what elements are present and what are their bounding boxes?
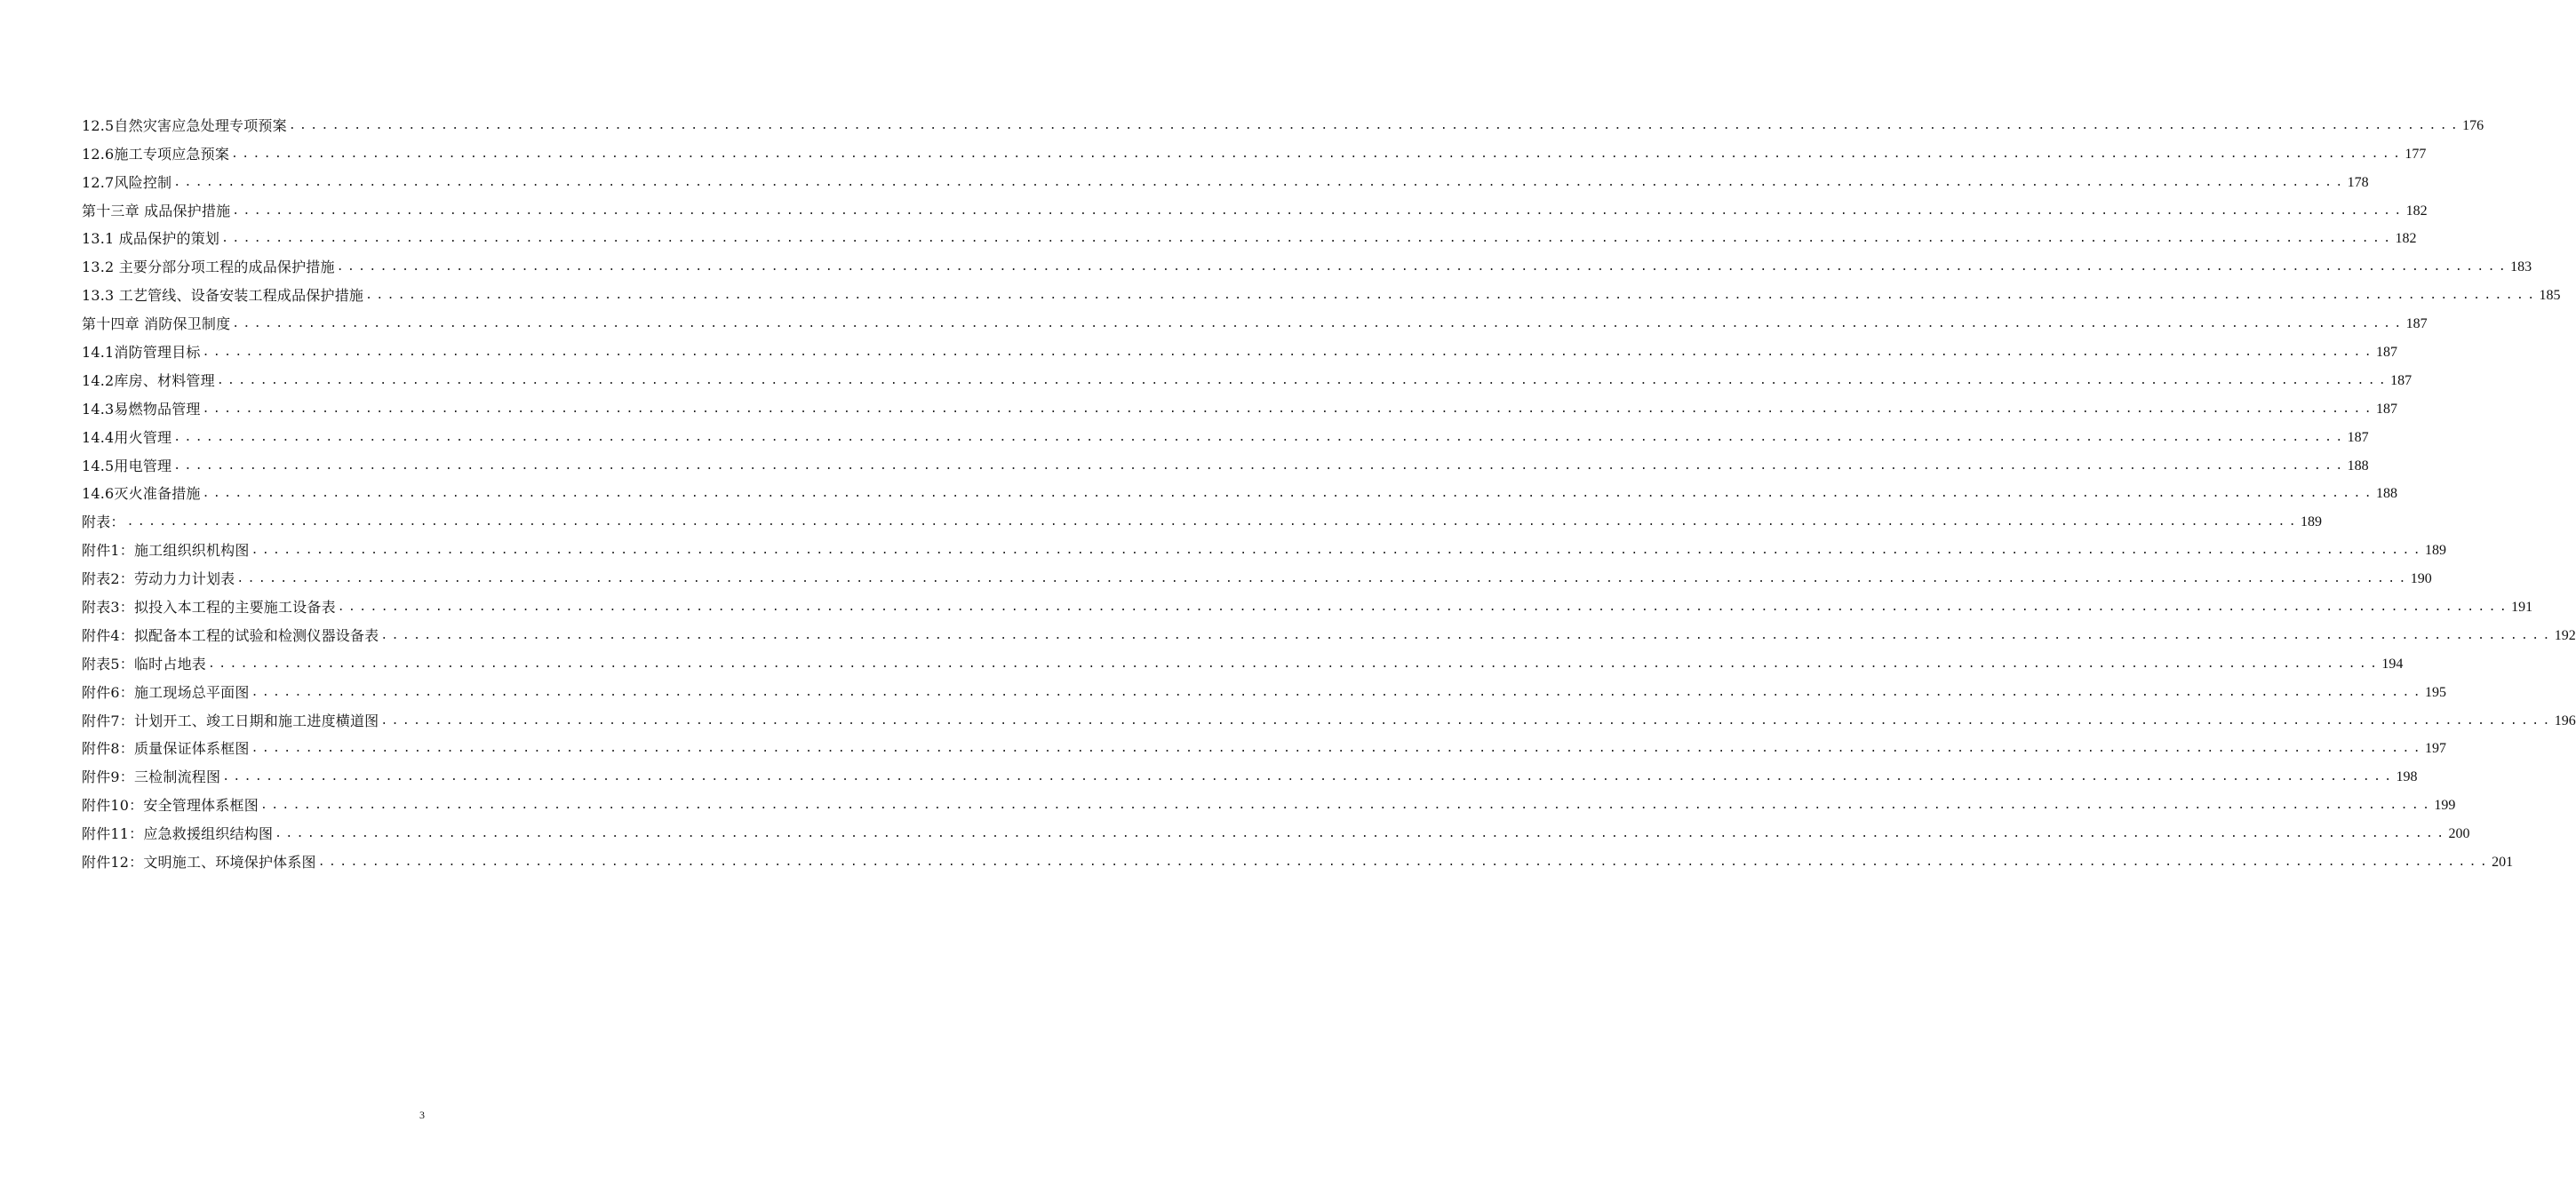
toc-entry-page: 176 [2462, 117, 2484, 133]
toc-entry-page: 188 [2347, 458, 2369, 474]
toc-entry[interactable] [82, 447, 2369, 475]
toc-entry-title: 附件9：三检制流程图 [82, 768, 221, 786]
toc-dot-leader: ........................................................................................................................................................................................................ [207, 657, 2381, 671]
toc-entry-title: 12.5自然灾害应急处理专项预案 [82, 116, 287, 134]
toc-entry[interactable] [82, 418, 2369, 447]
toc-entry[interactable] [82, 730, 2446, 759]
toc-entry[interactable] [82, 645, 2404, 673]
toc-entry-page: 185 [2539, 288, 2561, 304]
toc-entry[interactable] [82, 220, 2417, 249]
toc-dot-leader: ........................................................................................................................................................................................................ [380, 713, 2554, 728]
toc-entry-title: 14.4用火管理 [82, 428, 172, 446]
toc-entry-title: 附件1：施工组织织机构图 [82, 542, 250, 560]
toc-entry-title: 附表： [82, 513, 125, 531]
toc-dot-leader: ........................................................................................................................................................................................................ [173, 430, 2347, 444]
toc-entry[interactable] [82, 163, 2369, 192]
toc-dot-leader: ........................................................................................................................................................................................................ [202, 402, 2375, 416]
toc-entry[interactable] [82, 702, 2576, 730]
toc-entry-title: 附表3：拟投入本工程的主要施工设备表 [82, 599, 336, 617]
toc-dot-leader: ........................................................................................................................................................................................................ [202, 487, 2375, 501]
toc-dot-leader: ........................................................................................................................................................................................................ [173, 458, 2347, 473]
toc-entry-title: 附件12：文明施工、环境保护体系图 [82, 854, 316, 872]
toc-dot-leader: ........................................................................................................................................................................................................ [251, 685, 2424, 699]
toc-entry[interactable] [82, 843, 2514, 872]
toc-entry-title: 附件10：安全管理体系框图 [82, 797, 259, 815]
toc-entry-page: 177 [2405, 146, 2427, 162]
toc-dot-leader: ........................................................................................................................................................................................................ [232, 203, 2405, 218]
toc-entry-page: 199 [2434, 798, 2456, 814]
toc-entry[interactable] [82, 107, 2484, 135]
toc-entry-page: 187 [2375, 401, 2397, 417]
toc-entry-title: 附件4：拟配备本工程的试验和检测仪器设备表 [82, 626, 379, 644]
toc-entry[interactable] [82, 617, 2576, 645]
toc-entry-title: 附件11：应急救援组织结构图 [82, 825, 274, 843]
toc-dot-leader: ........................................................................................................................................................................................................ [173, 175, 2347, 189]
toc-entry-page: 187 [2390, 372, 2413, 388]
toc-dot-leader: ........................................................................................................................................................................................................ [337, 601, 2511, 615]
toc-entry-page: 182 [2405, 203, 2428, 219]
toc-entry[interactable] [82, 333, 2397, 362]
toc-dot-leader: ........................................................................................................................................................................................................ [221, 232, 2395, 246]
toc-entry-title: 14.5用电管理 [82, 457, 172, 474]
toc-dot-leader: ........................................................................................................................................................................................................ [275, 827, 2448, 841]
toc-entry-page: 187 [2405, 316, 2428, 332]
toc-dot-leader: ........................................................................................................................................................................................................ [380, 628, 2554, 642]
toc-entry-title: 14.6灭火准备措施 [82, 485, 201, 503]
toc-entry[interactable] [82, 786, 2456, 815]
toc-entry-page: 190 [2410, 571, 2432, 587]
toc-entry-page: 188 [2375, 486, 2397, 502]
toc-entry[interactable] [82, 135, 2427, 163]
toc-entry-title: 12.6施工专项应急预案 [82, 145, 230, 163]
toc-dot-leader: ........................................................................................................................................................................................................ [222, 770, 2396, 784]
toc-entry[interactable] [82, 503, 2322, 531]
toc-dot-leader: ........................................................................................................................................................................................................ [365, 289, 2539, 303]
toc-entry-title: 14.1消防管理目标 [82, 344, 201, 362]
toc-dot-leader: ........................................................................................................................................................................................................ [251, 742, 2424, 756]
toc-entry-title: 第十四章 消防保卫制度 [82, 315, 231, 333]
page-number: 3 [419, 1109, 425, 1121]
toc-dot-leader: ........................................................................................................................................................................................................ [336, 260, 2510, 275]
toc-dot-leader: ........................................................................................................................................................................................................ [202, 346, 2375, 360]
toc-entry-title: 13.3 工艺管线、设备安装工程成品保护措施 [82, 287, 364, 305]
toc-entry-title: 13.2 主要分部分项工程的成品保护措施 [82, 259, 335, 276]
toc-entry-page: 189 [2300, 514, 2322, 530]
toc-entry[interactable] [82, 673, 2446, 702]
toc-entry-page: 182 [2395, 231, 2417, 247]
toc-entry-title: 13.1 成品保护的策划 [82, 230, 220, 248]
toc-entry[interactable] [82, 192, 2428, 220]
toc-entry-page: 178 [2347, 174, 2369, 190]
toc-entry-title: 12.7风险控制 [82, 173, 172, 191]
toc-dot-leader: ........................................................................................................................................................................................................ [232, 317, 2405, 331]
toc-entry[interactable] [82, 305, 2428, 333]
toc-entry-title: 附件8：质量保证体系框图 [82, 740, 250, 758]
toc-entry-page: 191 [2511, 600, 2533, 616]
toc-entry[interactable] [82, 588, 2533, 617]
table-of-contents [82, 107, 2576, 872]
toc-entry-page: 197 [2424, 741, 2446, 757]
toc-entry-title: 14.2库房、材料管理 [82, 371, 215, 389]
toc-entry-title: 附表2：劳动力力计划表 [82, 570, 235, 588]
toc-entry-page: 200 [2448, 826, 2470, 842]
toc-entry[interactable] [82, 815, 2470, 843]
toc-dot-leader: ........................................................................................................................................................................................................ [216, 373, 2390, 387]
toc-entry-page: 187 [2347, 429, 2369, 445]
toc-entry-title: 第十三章 成品保护措施 [82, 202, 231, 219]
toc-entry-page: 194 [2381, 656, 2404, 672]
toc-entry-page: 198 [2396, 769, 2418, 785]
toc-dot-leader: ........................................................................................................................................................................................................ [259, 799, 2434, 813]
toc-entry-page: 189 [2424, 543, 2446, 559]
toc-entry-page: 201 [2492, 855, 2514, 871]
toc-entry[interactable] [82, 390, 2397, 418]
toc-entry-page: 192 [2554, 627, 2576, 643]
toc-entry-page: 187 [2375, 345, 2397, 361]
toc-entry-page: 183 [2510, 259, 2532, 275]
toc-dot-leader: ........................................................................................................................................................................................................ [317, 856, 2492, 870]
toc-entry[interactable] [82, 362, 2413, 390]
toc-entry-page: 196 [2554, 712, 2576, 728]
toc-dot-leader: ........................................................................................................................................................................................................ [288, 118, 2462, 132]
toc-entry[interactable] [82, 475, 2397, 504]
toc-entry[interactable] [82, 560, 2432, 588]
toc-entry-title: 14.3易燃物品管理 [82, 400, 201, 418]
toc-entry[interactable] [82, 276, 2561, 305]
toc-entry[interactable] [82, 758, 2418, 786]
toc-entry-title: 附件7：计划开工、竣工日期和施工进度横道图 [82, 712, 379, 729]
toc-dot-leader: ........................................................................................................................................................................................................ [236, 572, 2410, 586]
toc-entry-page: 195 [2424, 684, 2446, 700]
toc-dot-leader: ........................................................................................................................................................................................................ [251, 544, 2424, 558]
toc-entry[interactable] [82, 531, 2446, 560]
toc-entry[interactable] [82, 248, 2532, 276]
toc-dot-leader: ........................................................................................................................................................................................................ [126, 515, 2300, 529]
toc-dot-leader: ........................................................................................................................................................................................................ [231, 147, 2405, 161]
toc-entry-title: 附件6：施工现场总平面图 [82, 683, 250, 701]
toc-entry-title: 附表5：临时占地表 [82, 655, 206, 673]
